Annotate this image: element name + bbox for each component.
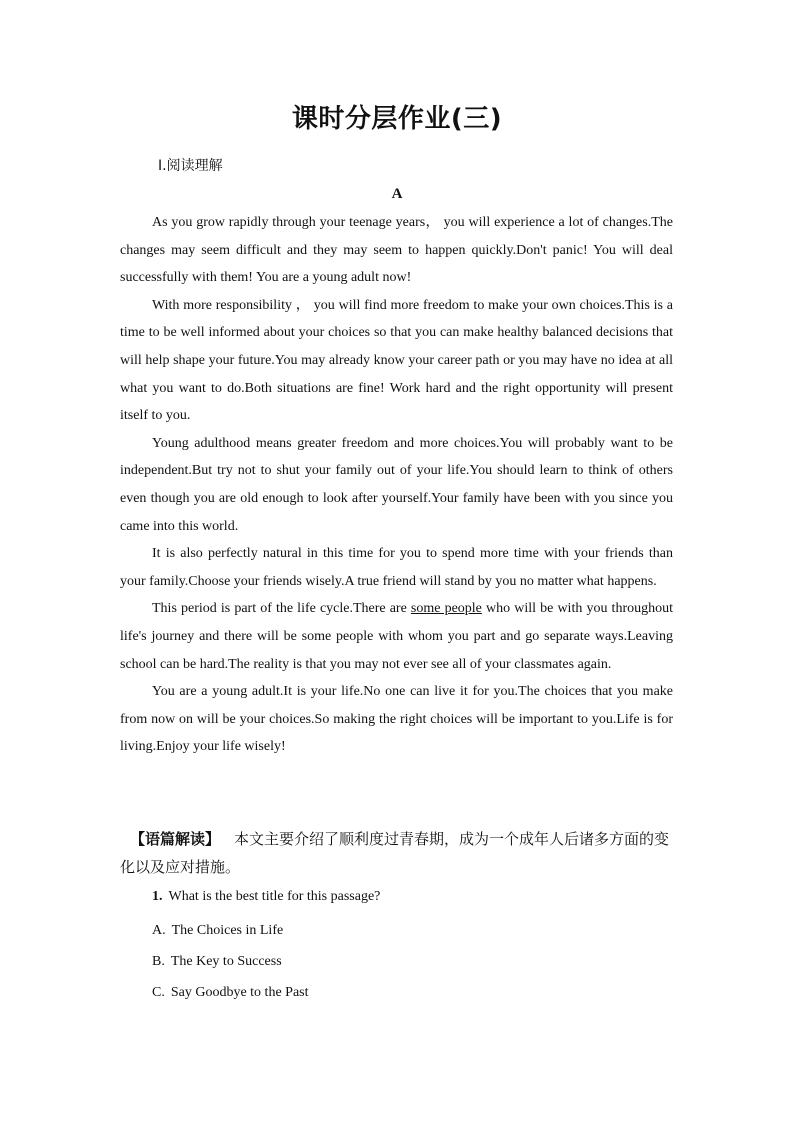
option-letter: C. — [152, 985, 165, 1000]
option-text: Say Goodbye to the Past — [170, 985, 309, 1000]
passage-letter: A — [391, 186, 403, 202]
passage-paragraph-1: As you grow rapidly through your teenage years， you will experience a lot of changes.The changes may seem difficult and they may seem to happen quickly.Don't panic! You will deal successfully with them! You are a young adult now! — [120, 215, 673, 286]
paragraph-5-end: who will be with you throughout life's journey and there will be some people with whom you part and go separate ways.Leaving school can be hard.The reality is that you may not ever see all of your classmates again. — [120, 601, 673, 672]
passage-paragraph-2: With more responsibility ， you will find more freedom to make your own choices.This is a time to be well informed about your choices so that you can make healthy balanced decisions that will help shape your future.You may already know your career path or you may have no idea at all what you want to do.Both situations are fine! Work hard and the right opportunity will present itself to you. — [120, 297, 673, 424]
page-title: 课时分层作业(三) — [291, 104, 503, 134]
question-text: What is the best title for this passage? — [168, 889, 381, 904]
paragraph-5-start: This period is part of the life cycle.There are — [152, 601, 411, 617]
answer-options — [152, 921, 309, 1014]
option-text: The Choices in Life — [171, 923, 284, 938]
passage-paragraph-3: Young adulthood means greater freedom and more choices.You will probably want to be independent.But try not to shut your family out of your life.You should learn to think of others even though you are old enough to look after yourself.Your family have been with you since you came into this world. — [120, 435, 673, 534]
analysis-text: 本文主要介绍了顺利度过青春期，成为一个成年人后诸多方面的变化以及应对措施。 — [120, 830, 670, 876]
option-a — [152, 921, 309, 952]
passage-paragraph-6: You are a young adult.It is your life.No one can live it for you.The choices that you make from now on will be your choices.So making the right choices will be important to you.Life is for living.Enjoy your life wisely! — [120, 684, 673, 755]
option-letter: A. — [152, 923, 166, 938]
analysis-label: 【语篇解读】 — [130, 830, 221, 848]
passage-analysis — [120, 825, 675, 881]
passage-paragraph-4: It is also perfectly natural in this time for you to spend more time with your friends than your family.Choose your friends wisely.A true friend will stand by you no matter what happens. — [120, 546, 673, 589]
question-number: 1. — [152, 889, 163, 904]
reading-passage — [120, 209, 673, 761]
option-letter: B. — [152, 954, 165, 969]
option-b — [152, 952, 309, 983]
question-1 — [152, 889, 380, 905]
option-c — [152, 983, 309, 1014]
option-text: The Key to Success — [170, 954, 282, 969]
passage-paragraph-5 — [120, 595, 673, 678]
section-heading: Ⅰ.阅读理解 — [158, 158, 223, 174]
underlined-phrase: some people — [410, 601, 482, 617]
